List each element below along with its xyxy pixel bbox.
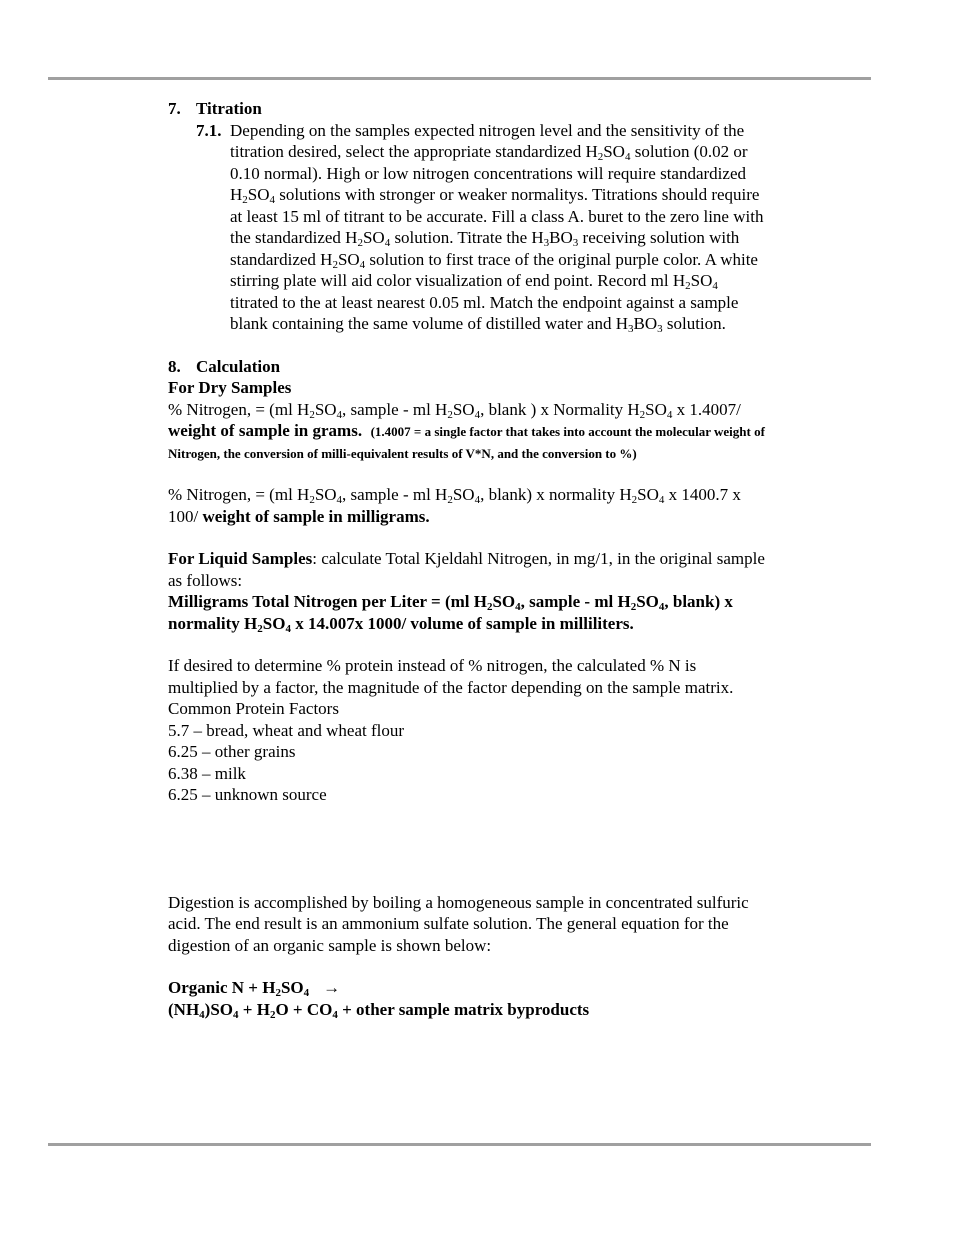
dry-samples-heading: For Dry Samples [168,378,292,397]
subsection-number: 7.1. [196,120,222,140]
digestion-paragraph: Digestion is accomplished by boiling a homogeneous sample in concentrated sulfuric acid. The end result is an ammonium sulfate solution. The general equation for the digestion of an organic sample is shown below: [168,892,749,955]
section-heading-titration: 7. Titration [168,99,262,118]
dry-equation-grams: % Nitrogen, = (ml $H_2SO_4$, sample - ml $H_2SO_4$, blank ) x Normality $H_2SO_4$ x 1.4007/ weight of sample in grams. (1.4007 = a single factor that takes into account the molecular weight of Nitrogen, the conversion of milli-equivalent results of V*N, and the conversion to %) [168,399,765,461]
protein-paragraph: If desired to determine % protein instead of % nitrogen, the calculated % N is multiplied by a factor, the magnitude of the factor depending on the sample matrix. [168,656,734,697]
factor-note: (1.4007 = a single factor that takes into account the molecular weight of Nitrogen, the conversion of milli-equivalent results of V*N, and the conversion to %) [168,424,765,461]
liquid-samples-intro: For Liquid Samples: calculate Total Kjeldahl Nitrogen, in mg/1, in the original sample as follows: [168,549,765,590]
titration-paragraph: 7.1. Depending on the samples expected nitrogen level and the sensitivity of the titration desired, select the appropriate standardized $H_2SO_4$ solution (0.02 or 0.10 normal). High or low nitrogen concentrations will require standardized $H_2SO_4$ solutions with stronger or weaker normalitys. Titrations should require at least 15 ml of titrant to be accurate. Fill a class A. buret to the zero line with the standardized $H_2SO_4$ solution. Titrate the $H_3BO_3$ receiving solution with standardized $H_2SO_4$ solution to first trace of the original purple color. A white stirring plate will aid color visualization of end point. Record ml $H_2SO_4$ titrated to the at least nearest 0.05 ml. Match the endpoint against a sample blank containing the same volume of distilled water and $H_3BO_3$ solution. [196,120,764,335]
top-rule [48,77,871,80]
protein-factors-heading: Common Protein Factors [168,699,339,718]
list-item: 6.25 – other grains [168,742,296,761]
list-item: 5.7 – bread, wheat and wheat flour [168,720,405,740]
section-heading-calculation: 8. Calculation [168,356,281,376]
bottom-rule [48,1143,871,1146]
liquid-equation: Milligrams Total Nitrogen per Liter = (ml $H_2SO_4$, sample - ml $H_2SO_4$, blank) x normality $H_2SO_4$ x 14.007x 1000/ volume of sample in milliliters. [168,592,733,635]
dry-equation-milligrams: % Nitrogen, = (ml $H_2SO_4$, sample - ml $H_2SO_4$, blank) x normality $H_2SO_4$ x 1400.7 x 100/ weight of sample in milligrams. [168,485,741,526]
document-body [168,98,768,1020]
list-item: 6.38 – milk [168,763,246,783]
digestion-equation-line2: $(NH_4)SO_4 + H_2O + CO_4$ + other sample matrix byproducts [168,999,590,1021]
digestion-equation-line1: Organic $N + H_2SO_4$ → [168,978,341,999]
reaction-arrow-icon: → [323,978,341,997]
list-item: 6.25 – unknown source [168,785,327,804]
